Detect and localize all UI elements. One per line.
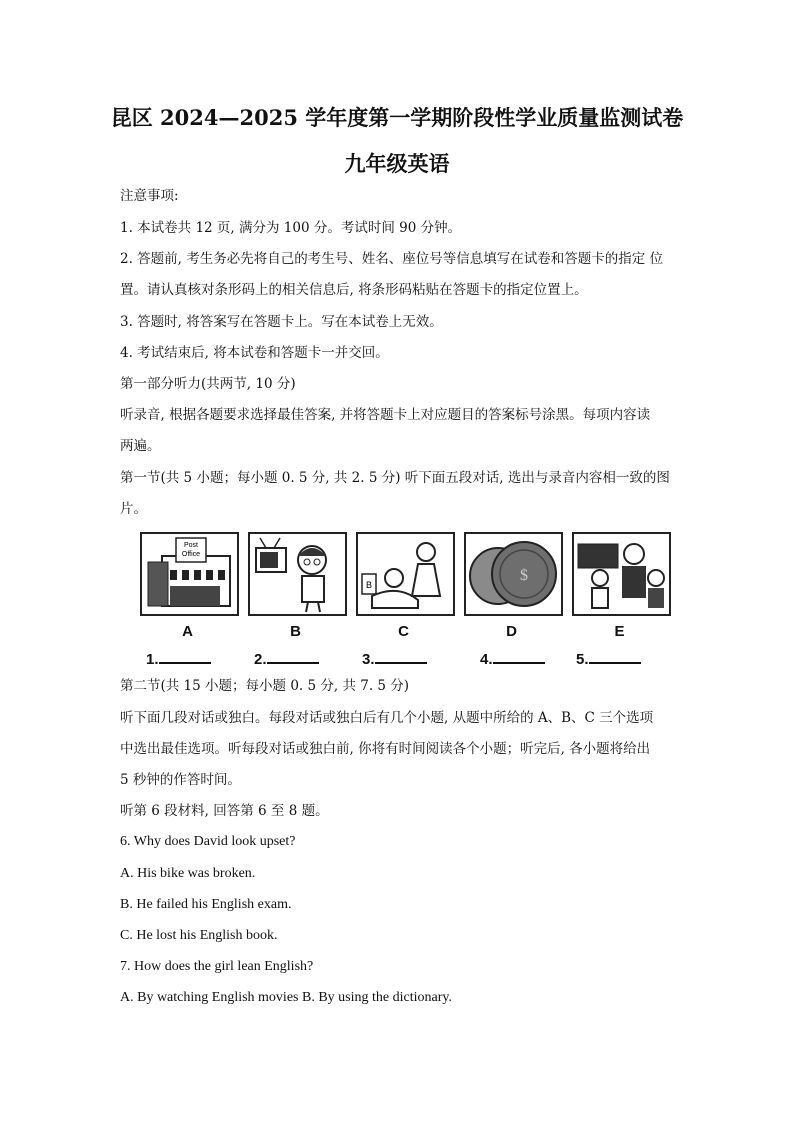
section1-heading: 片。 [120, 501, 147, 517]
post-sign-text: Post [183, 542, 199, 549]
exam-subtitle: 九年级英语 [344, 151, 450, 176]
section1-heading: 第一节(共 5 小题；每小题 0. 5 分, 共 2. 5 分) 听下面五段对话, 选出与录音内容相一致的图 [120, 470, 670, 486]
section2-heading: 第二节(共 15 小题；每小题 0. 5 分, 共 7. 5 分) [120, 678, 410, 694]
svg-text:$: $ [520, 567, 528, 584]
svg-text:B: B [365, 580, 373, 590]
picture-label: E [614, 623, 625, 640]
notice-item: 1. 本试卷共 12 页, 满分为 100 分。考试时间 90 分钟。 [120, 220, 462, 236]
material-note: 听第 6 段材料, 回答第 6 至 8 题。 [120, 803, 329, 819]
blank-number: 3. [362, 651, 375, 668]
blank-number: 1. [146, 651, 159, 668]
family-icon [572, 532, 671, 616]
answer-blank[interactable] [480, 648, 545, 668]
question-stem: 7. How does the girl lean English? [120, 959, 314, 974]
answer-option: B. He failed his English exam. [120, 897, 292, 912]
exam-title: 昆区 2024—2025 学年度第一学期阶段性学业质量监测试卷 [110, 105, 684, 130]
notice-item: 3. 答题时, 将答案写在答题卡上。写在本试卷上无效。 [120, 314, 443, 330]
blank-number: 5. [576, 651, 589, 668]
notice-item: 2. 答题前, 考生务必先将自己的考生号、姓名、座位号等信息填写在试卷和答题卡的指定 位 [120, 251, 664, 267]
blank-number: 4. [480, 651, 493, 668]
part1-heading: 第一部分听力(共两节, 10 分) [120, 376, 296, 392]
part1-instruction: 两遍。 [120, 438, 161, 454]
girl-at-desk-icon [356, 532, 455, 616]
notice-item: 4. 考试结束后, 将本试卷和答题卡一并交回。 [120, 345, 389, 361]
answer-option: C. He lost his English book. [120, 928, 278, 943]
picture-label: C [398, 623, 409, 640]
section2-instruction: 听下面几段对话或独白。每段对话或独白后有几个小题, 从题中所给的 A、B、C 三个选项 [120, 710, 654, 726]
picture-label: A [182, 623, 193, 640]
picture-label: B [290, 623, 301, 640]
answer-blank[interactable] [362, 648, 427, 668]
answer-blank[interactable] [576, 648, 641, 668]
part1-instruction: 听录音, 根据各题要求选择最佳答案, 并将答题卡上对应题目的答案标号涂黑。每项内容读 [120, 407, 651, 423]
question-stem: 6. Why does David look upset? [120, 834, 296, 849]
boy-with-tv-icon [248, 532, 347, 616]
post-office-icon [140, 532, 239, 616]
answer-blank[interactable] [254, 648, 319, 668]
picture-label: D [506, 623, 517, 640]
section2-instruction: 中选出最佳选项。听每段对话或独白前, 你将有时间阅读各个小题；听完后, 各小题将给出 [120, 741, 651, 757]
section2-instruction: 5 秒钟的作答时间。 [120, 772, 241, 788]
notice-item: 置。请认真核对条形码上的相关信息后, 将条形码粘贴在答题卡的指定位置上。 [120, 282, 588, 298]
answer-option: A. By watching English movies B. By using the dictionary. [120, 990, 452, 1005]
post-sign-text: Office [181, 551, 201, 558]
answer-blank[interactable] [146, 648, 211, 668]
notice-heading: 注意事项: [120, 188, 179, 204]
blank-number: 2. [254, 651, 267, 668]
picture-options [120, 528, 680, 668]
coins-icon [464, 532, 563, 616]
answer-option: A. His bike was broken. [120, 866, 256, 881]
